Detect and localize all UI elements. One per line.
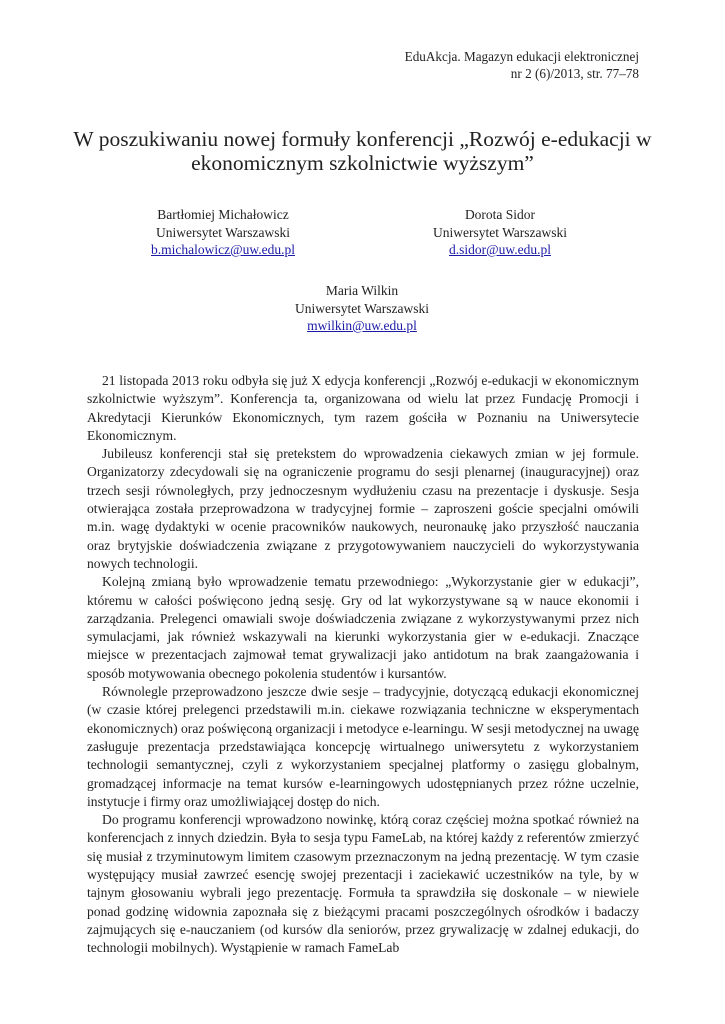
body-paragraph: Równolegle przeprowadzono jeszcze dwie sesje – tradycyjnie, dotyczącą edukacji ekonomicznej (w czasie której prelegenci przedstawili m.in. ciekawe rozwiązania techniczne w eksperymentach ekonomicznych) oraz poświęconą organizacji i metodyce e-learningu. W sesji metodycznej na uwagę zasługuje prezentacja przedstawiająca koncepcję wirtualnego uniwersytetu z wykorzystaniem technologii semantycznej, czyli z wykorzystaniem specjalnej platformy o zasięgu globalnym, gromadzącej informacje na temat kursów e-learningowych udostępnianych przez różne uczelnie, instytucje i firmy oraz umożliwiającej dostęp do nich.	[87, 684, 639, 809]
author-block	[257, 282, 467, 335]
body-paragraph: Jubileusz konferencji stał się pretekstem do wprowadzenia ciekawych zmian w jej formule. Organizatorzy zdecydowali się na ograniczenie programu do sesji plenarnej (inauguracyjnej) oraz trzech sesji równoległych, przy jednoczesnym wydłużeniu czasu na prezentacje i dyskusje. Sesja otwierająca została przeprowadzona w tradycyjnej formie – zaproszeni goście specjalni omówili m.in. wagę dydaktyki w ocenie pracowników naukowych, neuronaukę jako przyszłość nauczania oraz brytyjskie doświadczenia związane z przygotowywaniem nauczycieli do wykorzystywania nowych technologii.	[87, 446, 639, 571]
author-email-link[interactable]: b.michalowicz@uw.edu.pl	[151, 242, 295, 257]
author-block	[118, 206, 328, 259]
author-affiliation: Uniwersytet Warszawski	[294, 300, 429, 316]
body-paragraph: 21 listopada 2013 roku odbyła się już X edycja konferencji „Rozwój e-edukacji w ekonomicznym szkolnictwie wyższym”. Konferencja ta, organizowana od wielu lat przez Fundację Promocji i Akredytacji Kierunków Ekonomicznych, tym razem gościła w Poznaniu na Uniwersytecie Ekonomicznym.	[87, 373, 639, 443]
issue-info: nr 2 (6)/2013, str. 77–78	[510, 66, 639, 81]
author-name: Maria Wilkin	[325, 283, 399, 298]
body-paragraph: Kolejną zmianą było wprowadzenie tematu przewodniego: „Wykorzystanie gier w edukacji”, któremu w całości poświęcono jedną sesję. Gry od lat wykorzystywane są w nauce ekonomii i zarządzania. Prelegenci omawiali swoje doświadczenia związane z wykorzystywanymi przez nich symulacjami, jak również wskazywali na kierunki wykorzystania gier w e-edukacji. Znaczące miejsce w prezentacjach zajmował temat grywalizacji jako antidotum na brak zaangażowania i sposób motywowania obecnego pokolenia studentów i kursantów.	[87, 574, 639, 681]
author-affiliation: Uniwersytet Warszawski	[155, 224, 290, 240]
author-affiliation: Uniwersytet Warszawski	[432, 224, 567, 240]
article-body	[87, 372, 639, 958]
author-email-link[interactable]: mwilkin@uw.edu.pl	[307, 318, 417, 333]
author-name: Bartłomiej Michałowicz	[157, 207, 289, 222]
body-paragraph: Do programu konferencji wprowadzono nowinkę, którą coraz częściej można spotkać również na konferencjach z innych dziedzin. Była to sesja typu FameLab, na której każdy z referentów zmierzyć się musiał z trzyminutowym limitem czasowym przeznaczonym na jedną prezentację. W tym czasie występujący musiał zawrzeć esencję swojej prezentacji i zaciekawić uczestników na tyle, by w tajnym głosowaniu wybrali jego prezentację. Formuła ta sprawdziła się doskonale – w niewiele ponad godzinę widownia zapoznała się z bieżącymi pracami poszczególnych ośrodków i badaczy zajmujących się e-nauczaniem (od kursów dla seniorów, przez grywalizację w zdalnej edukacji, do technologii mobilnych). Wystąpienie w ramach FameLab	[87, 812, 639, 956]
author-name: Dorota Sidor	[464, 207, 536, 222]
article-title: W poszukiwaniu nowej formuły konferencji „Rozwój e-edukacji w ekonomicznym szkolnictwie wyższym”	[73, 127, 652, 175]
journal-header	[405, 48, 639, 82]
journal-name: EduAkcja. Magazyn edukacji elektronicznej	[404, 49, 639, 64]
author-email-link[interactable]: d.sidor@uw.edu.pl	[449, 242, 551, 257]
author-block	[395, 206, 605, 259]
